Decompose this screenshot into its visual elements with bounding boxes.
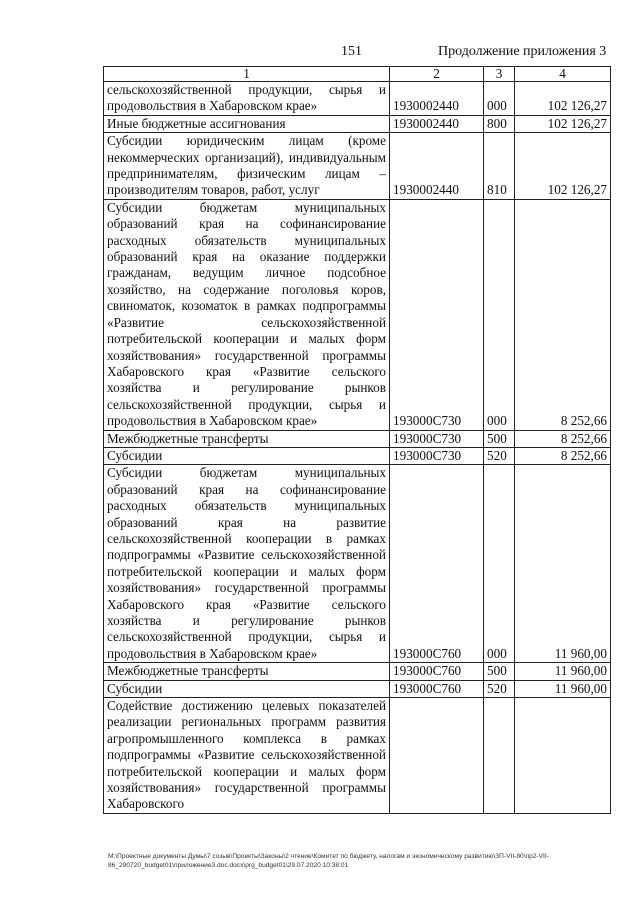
page-number: 151 [341,44,362,59]
row-expense-type: 810 [484,133,515,200]
row-target-code: 193000С730 [390,199,484,430]
row-expense-type: 520 [484,447,515,464]
row-name: Субсидии [104,680,390,697]
row-target-code: 1930002440 [390,82,484,116]
row-amount: 102 126,27 [515,133,611,200]
row-amount: 11 960,00 [515,663,611,680]
row-expense-type: 800 [484,115,515,132]
table-row [104,133,611,200]
column-header: 1 [104,67,390,82]
row-amount: 11 960,00 [515,680,611,697]
table-row [104,430,611,447]
row-expense-type [484,698,515,814]
row-name: Межбюджетные трансферты [104,430,390,447]
budget-table [103,66,611,814]
row-expense-type: 500 [484,663,515,680]
row-target-code: 193000С730 [390,447,484,464]
table-row [104,680,611,697]
row-target-code: 1930002440 [390,115,484,132]
column-header: 4 [515,67,611,82]
column-header: 3 [484,67,515,82]
row-amount: 8 252,66 [515,447,611,464]
row-name: Субсидии [104,447,390,464]
row-target-code: 1930002440 [390,133,484,200]
table-row [104,663,611,680]
table-row [104,115,611,132]
row-target-code: 193000С730 [390,430,484,447]
header-row [104,67,611,82]
table-row [104,465,611,663]
file-path-footer: М:\Проектные документы Думы\7 созыв\Проекты\Законы\2 чтение\Комитет по бюджету, налогам и экономическому развитию\ЗП-VII-80\пр2-VII-86_290720_budget01\приложение3.doc.docx\prg_budget01\29.07.2020 10:38:01 [108,853,549,869]
row-amount [515,698,611,814]
row-expense-type: 000 [484,82,515,116]
row-expense-type: 000 [484,199,515,430]
page-caption: Продолжение приложения 3 [438,44,607,59]
row-amount: 102 126,27 [515,82,611,116]
row-expense-type: 500 [484,430,515,447]
row-expense-type: 520 [484,680,515,697]
row-amount: 8 252,66 [515,430,611,447]
row-name: Субсидии бюджетам муниципальных образований края на софинансирование расходных обязательств муниципальных образований края на оказание поддержки гражданам, ведущим личное подсобное хозяйство, на содержание поголовья коров, свиноматок, козоматок в рамках подпрограммы «Развитие сельскохозяйственной потребительской кооперации и малых форм хозяйствования» государственной программы Хабаровского края «Развитие сельского хозяйства и регулирование рынков сельскохозяйственной продукции, сырья и продовольствия в Хабаровском крае» [104,199,390,430]
row-amount: 11 960,00 [515,465,611,663]
table-row [104,82,611,116]
table-row [104,199,611,430]
row-expense-type: 000 [484,465,515,663]
row-target-code: 193000С760 [390,680,484,697]
row-target-code: 193000С760 [390,663,484,680]
row-amount: 102 126,27 [515,115,611,132]
row-name: Иные бюджетные ассигнования [104,115,390,132]
row-name: Субсидии бюджетам муниципальных образований края на софинансирование расходных обязательств муниципальных образований края на развитие сельскохозяйственной кооперации в рамках подпрограммы «Развитие сельскохозяйственной потребительской кооперации и малых форм хозяйствования» государственной программы Хабаровского края «Развитие сельского хозяйства и регулирование рынков сельскохозяйственной продукции, сырья и продовольствия в Хабаровском крае» [104,465,390,663]
row-target-code: 193000С760 [390,465,484,663]
table-row [104,447,611,464]
row-name: Межбюджетные трансферты [104,663,390,680]
row-amount: 8 252,66 [515,199,611,430]
table-row [104,698,611,814]
row-name: Субсидии юридическим лицам (кроме некоммерческих организаций), индивидуальным предпринимателям, физическим лицам – производителям товаров, работ, услуг [104,133,390,200]
row-name: Содействие достижению целевых показателей реализации региональных программ развития агропромышленного комплекса в рамках подпрограммы «Развитие сельскохозяйственной потребительской кооперации и малых форм хозяйствования» государственной программы Хабаровского [104,698,390,814]
row-target-code [390,698,484,814]
column-header: 2 [390,67,484,82]
row-name: сельскохозяйственной продукции, сырья и продовольствия в Хабаровском крае» [104,82,390,116]
